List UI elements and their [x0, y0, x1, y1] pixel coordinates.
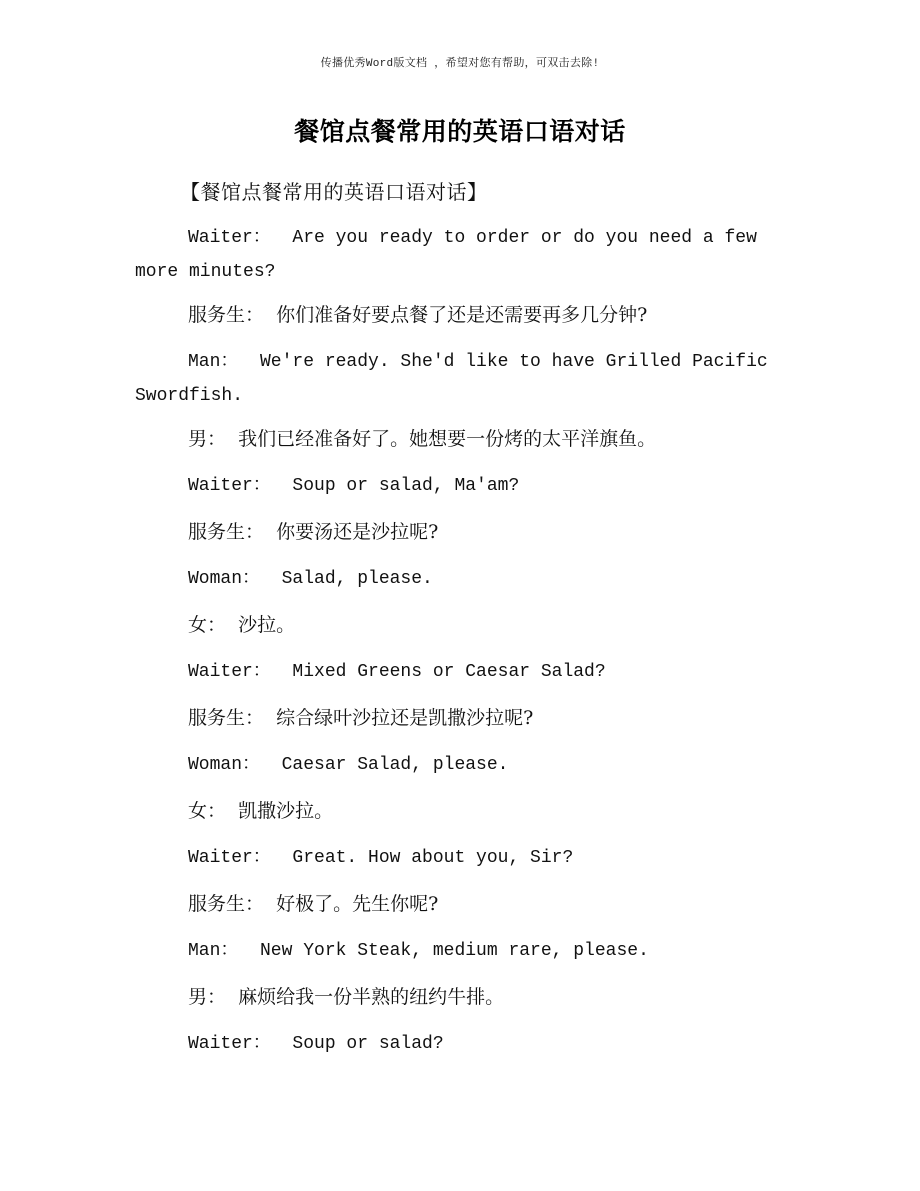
dialogue-line-translation: 服务生： 好极了。先生你呢? — [188, 893, 439, 915]
dialogue-line-translation: 男： 我们已经准备好了。她想要一份烤的太平洋旗鱼。 — [188, 428, 657, 450]
dialogue-line-translation: 服务生： 综合绿叶沙拉还是凯撒沙拉呢? — [188, 707, 534, 729]
page-title: 餐馆点餐常用的英语口语对话 — [294, 117, 626, 146]
dialogue-line-translation: 服务生： 你要汤还是沙拉呢? — [188, 521, 439, 543]
dialogue-line-man-1: Man： We're ready. She'd like to have Grilled Pacific — [188, 352, 768, 372]
dialogue-line-translation: 服务生： 你们准备好要点餐了还是还需要再多几分钟? — [188, 304, 648, 326]
dialogue-line-waiter-2: Waiter： Soup or salad, Ma'am? — [188, 476, 520, 496]
dialogue-line-translation: 女： 沙拉。 — [188, 614, 296, 636]
dialogue-line-waiter-1: Waiter： Are you ready to order or do you need a few — [188, 228, 757, 248]
dialogue-line-woman-2: Woman： Caesar Salad, please. — [188, 755, 509, 775]
dialogue-line-continuation: more minutes? — [135, 262, 276, 282]
section-subtitle: 【餐馆点餐常用的英语口语对话】 — [180, 180, 488, 204]
dialogue-line-waiter-4: Waiter： Great. How about you, Sir? — [188, 848, 574, 868]
dialogue-line-translation: 男： 麻烦给我一份半熟的纽约牛排。 — [188, 986, 505, 1008]
dialogue-line-translation: 女： 凯撒沙拉。 — [188, 800, 334, 822]
dialogue-line-continuation: Swordfish. — [135, 386, 244, 406]
dialogue-line-waiter-3: Waiter： Mixed Greens or Caesar Salad? — [188, 662, 606, 682]
dialogue-line-woman-1: Woman： Salad, please. — [188, 569, 433, 589]
dialogue-line-waiter-5: Waiter： Soup or salad? — [188, 1034, 444, 1054]
header-note: 传播优秀Word版文档 ，希望对您有帮助，可双击去除! — [320, 58, 600, 70]
dialogue-line-man-2: Man： New York Steak, medium rare, please. — [188, 941, 649, 961]
